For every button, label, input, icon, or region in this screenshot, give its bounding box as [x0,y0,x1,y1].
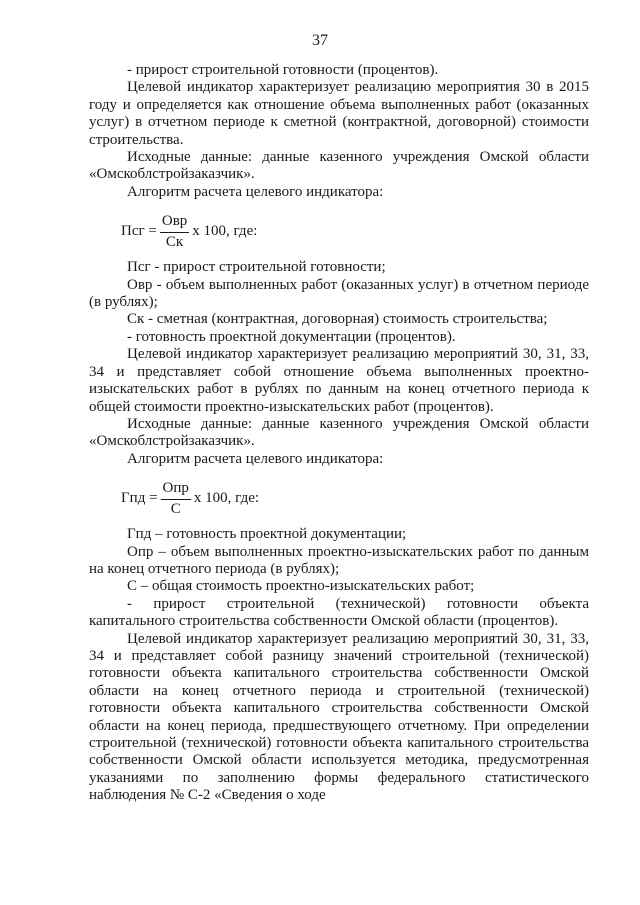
formula-1-lhs: Псг = [121,223,157,240]
formula-2-rhs: х 100, где: [193,490,260,507]
paragraph-14: С – общая стоимость проектно-изыскательских работ; [127,578,475,595]
formula-2-numerator: Опр [161,480,191,499]
formula-1-rhs: х 100, где: [192,223,258,240]
page-number: 37 [312,32,328,49]
formula-1-fraction [160,213,189,251]
paragraph-11: Алгоритм расчета целевого индикатора: [127,450,384,467]
document-body [89,62,589,805]
formula-2-denominator: С [170,500,181,517]
paragraph-15: - прирост строительной (технической) готовности объекта капитального строительства собственности Омской области (процентов). [89,595,589,630]
paragraph-4: Алгоритм расчета целевого индикатора: [127,183,384,200]
paragraph-1: - прирост строительной готовности (процентов). [127,62,439,78]
paragraph-16: Целевой индикатор характеризует реализацию мероприятий 30, 31, 33, 34 и представляет собой разницу значений строительной (технической) готовности объекта капитального строительства собственности Омской области на конец отчетного периода и строительной (технической) готовности объекта капитального строительства собственности Омской области на конец периода, предшествующего отчетному. При определении строительной (технической) готовности объекта капитального строительства собственности Омской области используется методика, предусмотренная указаниями по заполнению формы федерального статистического наблюдения № С-2 «Сведения о ходе [89,630,589,804]
formula-1-numerator: Овр [160,213,189,232]
paragraph-12: Гпд – готовность проектной документации; [127,526,407,543]
paragraph-10: Исходные данные: данные казенного учреждения Омской области «Омскоблстройзаказчик». [89,415,589,450]
paragraph-13: Опр – объем выполненных проектно-изыскательских работ по данным на конец отчетного периода (в рублях); [89,543,589,577]
paragraph-2: Целевой индикатор характеризует реализацию мероприятия 30 в 2015 году и определяется как отношение объема выполненных работ (оказанных услуг) в отчетном периоде к сметной (контрактной, договорной) стоимости строительства. [89,79,589,148]
paragraph-8: - готовность проектной документации (процентов). [127,328,456,345]
paragraph-5: Псг - прирост строительной готовности; [127,259,386,276]
formula-1-denominator: Ск [165,233,184,250]
formula-2-fraction [161,480,191,518]
formula-1 [121,201,589,259]
formula-2 [121,468,589,526]
paragraph-9: Целевой индикатор характеризует реализацию мероприятий 30, 31, 33, 34 и представляет собой отношение объема выполненных проектно-изыскательских работ в рублях по данным на конец отчетного периода к общей стоимости проектно-изыскательских работ (процентов). [89,346,589,415]
formula-2-lhs: Гпд = [121,490,158,507]
paragraph-7: Ск - сметная (контрактная, договорная) стоимость строительства; [127,311,548,328]
paragraph-6: Овр - объем выполненных работ (оказанных услуг) в отчетном периоде (в рублях); [89,276,589,311]
paragraph-3: Исходные данные: данные казенного учреждения Омской области «Омскоблстройзаказчик». [89,149,589,183]
